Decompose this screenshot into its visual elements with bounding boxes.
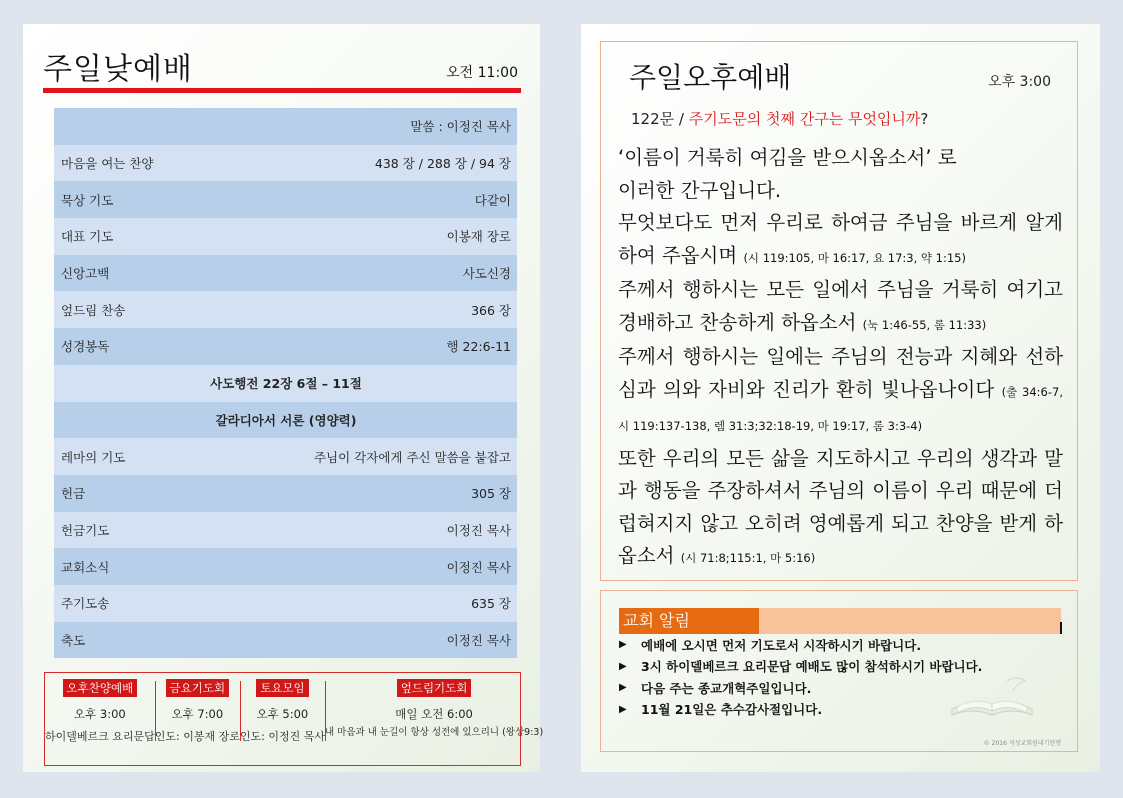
meeting-time: 매일 오전 6:00 <box>395 707 473 721</box>
catechism-number: 122문 <box>631 110 675 128</box>
notice-text: 11월 21일은 추수감사절입니다. <box>641 702 823 718</box>
weekly-meetings <box>44 672 544 766</box>
order-value: 말씀 : 이정진 목사 <box>410 119 511 135</box>
notice-title: 교회 알림 <box>619 608 759 634</box>
notice-text: 다음 주는 종교개혁주일입니다. <box>641 680 812 696</box>
order-row <box>54 438 517 475</box>
title-divider <box>43 88 521 93</box>
answer-text: ‘이름이 거룩히 여김을 받으시옵소서’ 로 <box>618 146 957 169</box>
service-time: 오전 11:00 <box>446 65 518 81</box>
meeting-time: 오후 5:00 <box>256 707 309 721</box>
meeting-column <box>240 673 325 765</box>
order-value: 305 장 <box>471 486 511 502</box>
scripture-reference: (시 119:105, 마 16:17, 요 17:3, 약 1:15) <box>743 250 966 265</box>
order-label: 신앙고백 <box>61 266 110 282</box>
order-heading: 갈라디아서 서론 (영양력) <box>215 412 357 428</box>
meeting-name: 토요모임 <box>256 679 308 697</box>
meeting-name: 엎드림기도회 <box>397 679 472 697</box>
catechism-question-mark: ? <box>920 110 929 128</box>
answer-paragraph <box>618 175 1063 208</box>
order-label: 교회소식 <box>61 559 110 575</box>
order-label: 묵상 기도 <box>61 192 114 208</box>
order-value: 이정진 목사 <box>446 522 511 538</box>
triangle-bullet-icon: ▶ <box>619 682 627 694</box>
answer-paragraph <box>618 341 1063 443</box>
answer-paragraph <box>618 443 1063 575</box>
scripture-reference: (시 71:8;115:1, 마 5:16) <box>680 551 816 565</box>
meeting-detail: 인도: 이봉재 장로 <box>154 730 240 743</box>
order-label: 헌금 <box>61 486 86 502</box>
order-value: 행 22:6-11 <box>446 339 511 355</box>
service-time: 오후 3:00 <box>988 74 1051 90</box>
order-value: 이정진 목사 <box>446 559 511 575</box>
catechism-question-text: 주기도문의 첫째 간구는 무엇입니까 <box>688 110 921 128</box>
order-heading: 사도행전 22장 6절 – 11절 <box>210 376 362 392</box>
catechism-answer <box>618 142 1063 575</box>
meeting-name: 오후찬양예배 <box>63 679 138 697</box>
order-value: 366 장 <box>471 302 511 318</box>
triangle-bullet-icon: ▶ <box>619 639 627 651</box>
notice-text: 3시 하이델베르크 요리문답 예배도 많이 참석하시기 바랍니다. <box>641 659 983 675</box>
order-label: 헌금기도 <box>61 522 110 538</box>
meeting-column <box>325 673 543 765</box>
order-label: 주기도송 <box>61 596 110 612</box>
order-row <box>54 145 517 182</box>
meeting-time: 오후 3:00 <box>74 707 126 721</box>
order-row <box>54 365 517 402</box>
meeting-time: 오후 7:00 <box>171 707 224 721</box>
scripture-reference: (출 34:6-7, 시 119:137-138, 렘 31:3;32:18-19, 마 19:17, 롬 3:3-4) <box>618 384 1063 433</box>
order-value: 다같이 <box>474 192 511 208</box>
open-book-icon <box>947 669 1037 725</box>
meeting-column <box>155 673 240 765</box>
meeting-detail: 하이델베르크 요리문답 <box>45 730 155 743</box>
answer-text: 이러한 간구입니다. <box>618 178 782 202</box>
order-row <box>54 328 517 365</box>
catechism-question <box>631 108 928 129</box>
church-notice-box <box>600 590 1078 752</box>
page-title: 주일낮예배 <box>43 52 193 87</box>
answer-text: 무엇보다도 먼저 우리로 하여금 주님을 바르게 알게 하여 주옵시며 <box>618 211 1063 267</box>
order-label: 마음을 여는 찬양 <box>61 156 154 172</box>
answer-text: 주께서 행하시는 일에는 주님의 전능과 지혜와 선하심과 의와 자비와 진리가 환히 빛나옵나이다 <box>618 345 1063 401</box>
notice-bar-marker <box>1060 622 1062 634</box>
order-value: 이봉재 장로 <box>446 229 511 245</box>
order-row <box>54 255 517 292</box>
order-row <box>54 548 517 585</box>
notice-item <box>619 634 1069 656</box>
copyright-text: © 2016 석성교회원내기연맹 <box>983 740 1061 747</box>
order-of-worship <box>54 108 517 658</box>
order-row <box>54 181 517 218</box>
order-row <box>54 475 517 512</box>
order-value: 이정진 목사 <box>446 632 511 648</box>
order-row <box>54 402 517 439</box>
order-row <box>54 108 517 145</box>
afternoon-service-box <box>600 41 1078 581</box>
answer-text: 주께서 행하시는 모든 일에서 주님을 거룩히 여기고 경배하고 찬송하게 하옵소서 <box>618 278 1063 334</box>
scripture-reference: (눅 1:46-55, 롬 11:33) <box>862 317 987 332</box>
notice-text: 예배에 오시면 먼저 기도로서 시작하시기 바랍니다. <box>641 637 922 653</box>
meeting-detail: 내 마음과 내 눈길이 항상 성전에 있으리니 (왕상9:3) <box>324 727 544 738</box>
order-value: 635 장 <box>471 596 511 612</box>
meeting-column <box>45 673 155 765</box>
order-value: 주님이 각자에게 주신 말씀을 붙잡고 <box>313 449 511 465</box>
order-value: 438 장 / 288 장 / 94 장 <box>374 156 511 172</box>
meeting-detail: 인도: 이정진 목사 <box>239 730 325 743</box>
catechism-separator: / <box>678 110 684 128</box>
order-row <box>54 512 517 549</box>
order-label: 엎드림 찬송 <box>61 302 126 318</box>
order-row <box>54 622 517 659</box>
notice-header-bar <box>619 608 1061 634</box>
answer-paragraph <box>618 142 1063 175</box>
answer-paragraph <box>618 274 1063 341</box>
triangle-bullet-icon: ▶ <box>619 660 627 672</box>
meeting-name: 금요기도회 <box>166 679 230 697</box>
order-row <box>54 218 517 255</box>
right-page <box>581 24 1100 772</box>
order-label: 레마의 기도 <box>61 449 126 465</box>
answer-text: 또한 우리의 모든 삶을 지도하시고 우리의 생각과 말과 행동을 주장하셔서 주님의 이름이 우리 때문에 더럽혀지지 않고 오히려 영예롭게 되고 찬양을 받게 하옵소서 <box>618 446 1063 567</box>
triangle-bullet-icon: ▶ <box>619 703 627 715</box>
order-label: 성경봉독 <box>61 339 110 355</box>
left-page <box>23 24 544 772</box>
order-value: 사도신경 <box>462 266 511 282</box>
answer-paragraph <box>618 207 1063 274</box>
page-title: 주일오후예배 <box>629 61 792 94</box>
order-label: 대표 기도 <box>61 229 114 245</box>
order-row <box>54 585 517 622</box>
order-row <box>54 291 517 328</box>
order-label: 축도 <box>61 632 86 648</box>
